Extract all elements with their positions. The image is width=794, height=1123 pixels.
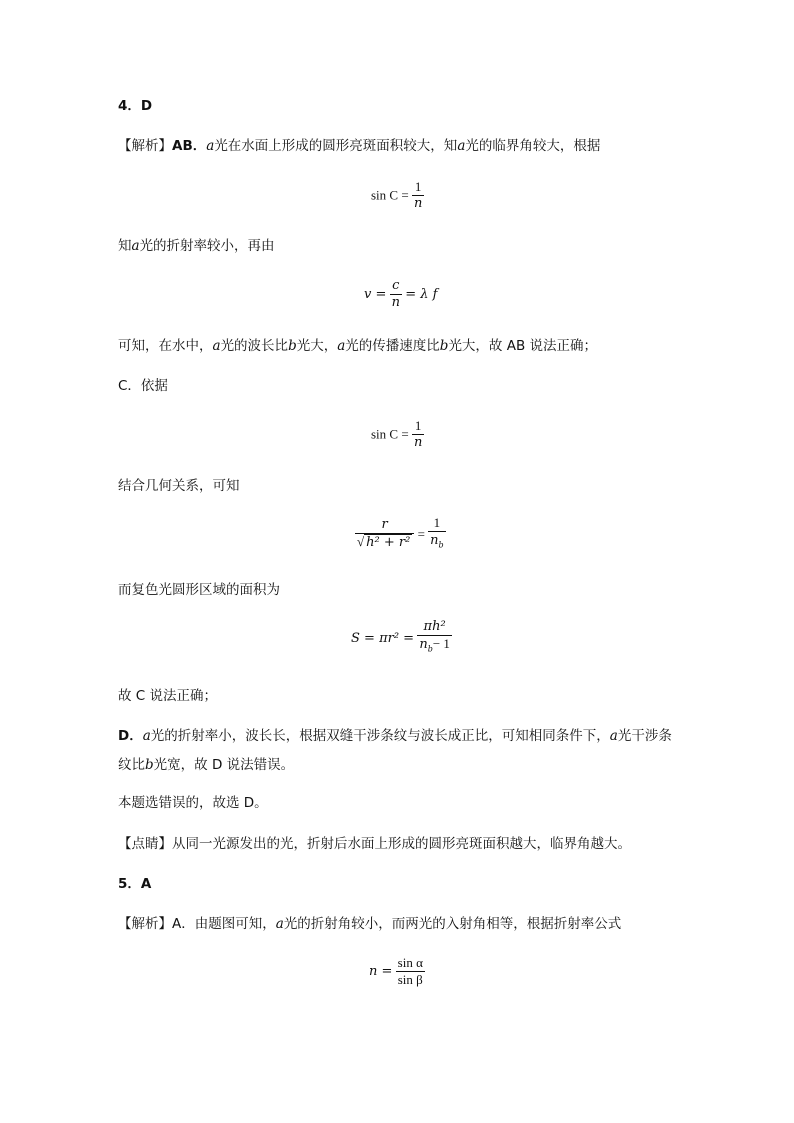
denominator: n xyxy=(391,295,400,310)
numerator: 1 xyxy=(412,180,424,196)
equation-refraction xyxy=(369,956,425,987)
eq-lhs: S = πr² = xyxy=(351,630,415,646)
text: 光大， xyxy=(296,338,338,354)
eq-rhs: = λ f xyxy=(405,287,438,302)
denominator: n xyxy=(413,196,423,211)
fraction xyxy=(417,620,452,657)
equation-sinC-1 xyxy=(371,180,424,211)
numerator: 1 xyxy=(412,419,424,435)
text: A．由题图可知， xyxy=(172,916,276,932)
ab-label: AB． xyxy=(172,138,207,154)
numerator: πh² xyxy=(417,620,452,636)
text: 知 xyxy=(118,238,132,254)
tip-tag: 【点睛】 xyxy=(118,836,172,852)
q4-c-conclusion: 故 C 说法正确； xyxy=(118,688,218,704)
q5-answer: 5．A xyxy=(118,876,152,892)
q4-d-paragraph xyxy=(118,722,678,780)
q4-c-label: C．依据 xyxy=(118,378,168,394)
minus-one: − 1 xyxy=(432,636,450,651)
denominator: sin β xyxy=(397,972,423,987)
text: 光的传播速度比 xyxy=(345,338,440,354)
ab-text2: 光的临界角较大，根据 xyxy=(465,138,601,154)
denominator: n xyxy=(413,435,423,450)
tip-text: 从同一光源发出的光，折射后水面上形成的圆形亮斑面积越大，临界角越大。 xyxy=(172,836,631,852)
eq-lhs: sin C = xyxy=(371,426,409,442)
eq-lhs: n = xyxy=(369,964,393,979)
d-label: D． xyxy=(118,728,143,744)
q4-line3 xyxy=(118,336,597,356)
text: 光宽，故 D 说法错误。 xyxy=(153,757,295,773)
analysis-tag: 【解析】 xyxy=(118,916,172,932)
ab-text: 光在水面上形成的圆形亮斑面积较大，知 xyxy=(214,138,458,154)
equals: = xyxy=(417,526,425,542)
var-a: a xyxy=(206,138,215,154)
var-a: a xyxy=(275,916,284,932)
q4-analysis-line1 xyxy=(118,136,600,156)
text: 光的波长比 xyxy=(220,338,289,354)
n: n xyxy=(430,533,439,548)
var-a: a xyxy=(131,238,140,254)
subscript-b: b xyxy=(427,644,433,654)
equation-velocity xyxy=(364,279,437,310)
fraction xyxy=(396,956,425,987)
numerator: c xyxy=(390,279,402,295)
equation-sinC-2 xyxy=(371,419,424,450)
sqrt-body: h² + r² xyxy=(366,535,411,551)
numerator: sin α xyxy=(397,955,423,970)
numerator: 1 xyxy=(428,516,446,532)
text: 光大，故 AB 说法正确； xyxy=(448,338,598,354)
fraction xyxy=(412,180,424,211)
var-a: a xyxy=(609,728,618,744)
q4-choice: 本题选错误的，故选 D。 xyxy=(118,795,268,811)
denominator: √ h² + r² xyxy=(357,534,411,551)
numerator: r xyxy=(355,518,414,534)
q4-c-line3: 而复色光圆形区域的面积为 xyxy=(118,582,280,598)
equation-area xyxy=(351,620,452,657)
analysis-tag: 【解析】 xyxy=(118,138,172,154)
q4-answer: 4．D xyxy=(118,98,153,114)
text: 光的折射角较小，而两光的入射角相等，根据折射率公式 xyxy=(283,916,622,932)
eq-lhs: v = xyxy=(364,287,387,302)
text: 光的折射率较小，再由 xyxy=(139,238,275,254)
q5-analysis xyxy=(118,914,621,934)
fraction xyxy=(355,518,414,550)
text: 光的折射率小，波长长，根据双缝干涉条纹与波长成正比，可知相同条件下， xyxy=(150,728,610,744)
fraction xyxy=(428,516,446,553)
var-a: a xyxy=(142,728,151,744)
text: 可知，在水中， xyxy=(118,338,213,354)
var-a: a xyxy=(337,338,346,354)
var-b: b xyxy=(439,338,449,354)
q4-c-line2: 结合几何关系，可知 xyxy=(118,478,240,494)
text: 光干涉条纹比 xyxy=(118,728,672,773)
var-a: a xyxy=(212,338,221,354)
subscript-b: b xyxy=(438,540,444,550)
fraction xyxy=(390,279,402,310)
equation-geometry xyxy=(355,516,446,553)
var-b: b xyxy=(145,757,154,773)
var-a: a xyxy=(457,138,466,154)
fraction xyxy=(412,419,424,450)
q4-line2 xyxy=(118,236,275,256)
eq-lhs: sin C = xyxy=(371,187,409,203)
q4-tip xyxy=(118,834,631,854)
n: n xyxy=(419,637,428,652)
var-b: b xyxy=(288,338,297,354)
